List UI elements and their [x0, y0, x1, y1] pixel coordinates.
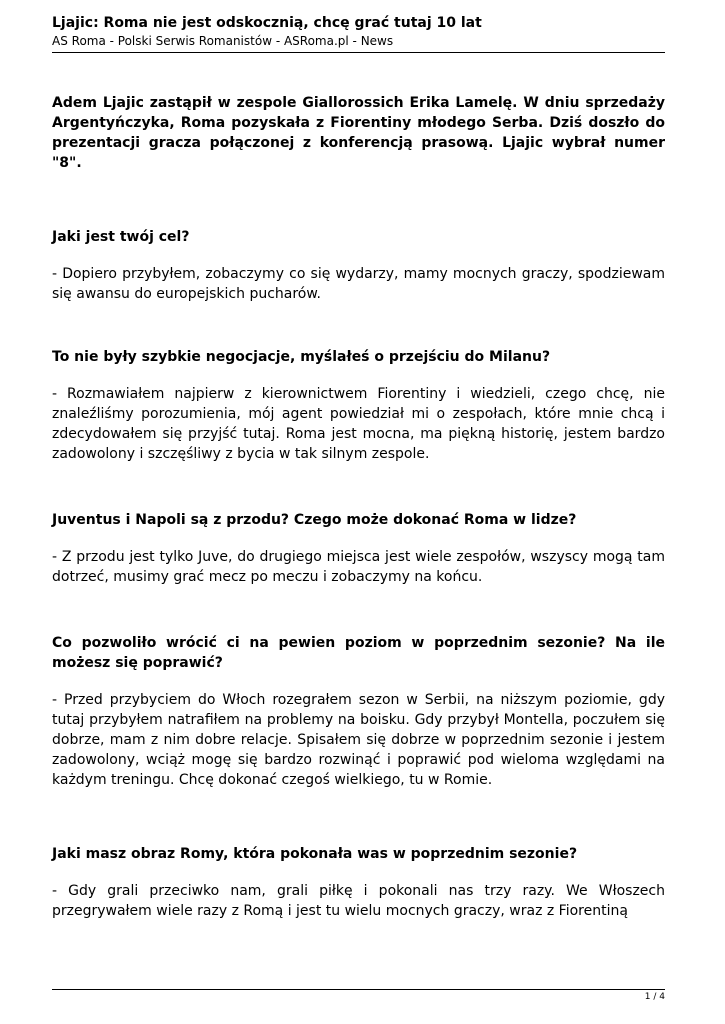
article-intro: Adem Ljajic zastąpił w zespole Giallorossich Erika Lamelę. W dniu sprzedaży Argentyńczyka, Roma pozyskała z Fiorentiny młodego Serba. Dziś doszło do prezentacji gracza połączonej z konferencją prasową. Ljajic wybrał numer "8". — [52, 95, 665, 171]
article-body — [52, 93, 665, 921]
answer-1: - Dopiero przybyłem, zobaczymy co się wydarzy, mamy mocnych graczy, spodziewam się awansu do europejskich pucharów. — [52, 266, 665, 302]
question-5: Jaki masz obraz Romy, która pokonała was w poprzednim sezonie? — [52, 846, 578, 862]
answer-3: - Z przodu jest tylko Juve, do drugiego miejsca jest wiele zespołów, wszyscy mogą tam dotrzeć, musimy grać mecz po meczu i zobaczymy na końcu. — [52, 549, 665, 585]
header-divider — [52, 52, 665, 53]
page-header — [52, 14, 665, 50]
answer-2: - Rozmawiałem najpierw z kierownictwem Fiorentiny i wiedzieli, czego chcę, nie znaleźliśmy porozumienia, mój agent powiedział mi o zespołach, które mnie chcą i zdecydowałem się przyjść tutaj. Roma jest mocna, ma piękną historię, jestem bardzo zadowolony i szczęśliwy z bycia w tak silnym zespole. — [52, 386, 665, 462]
article-title: Ljajic: Roma nie jest odskocznią, chcę grać tutaj 10 lat — [52, 15, 482, 31]
question-1: Jaki jest twój cel? — [52, 229, 190, 245]
question-2: To nie były szybkie negocjacje, myślałeś o przejściu do Milanu? — [52, 349, 551, 365]
answer-5: - Gdy grali przeciwko nam, grali piłkę i pokonali nas trzy razy. We Włoszech przegrywałem wiele razy z Romą i jest tu wielu mocnych graczy, wraz z Fiorentiną — [52, 883, 665, 919]
question-3: Juventus i Napoli są z przodu? Czego może dokonać Roma w lidze? — [52, 512, 577, 528]
question-4: Co pozwoliło wrócić ci na pewien poziom w poprzednim sezonie? Na ile możesz się poprawić? — [52, 635, 665, 671]
site-subtitle: AS Roma - Polski Serwis Romanistów - ASRoma.pl - News — [52, 34, 394, 48]
answer-4: - Przed przybyciem do Włoch rozegrałem sezon w Serbii, na niższym poziomie, gdy tutaj przybyłem natrafiłem na problemy na boisku. Gdy przybył Montella, poczułem się dobrze, mam z nim dobre relacje. Spisałem się dobrze w poprzednim sezonie i jestem zadowolony, wciąż mogę się bardzo rozwinąć i poprawić pod wieloma względami na każdym treningu. Chcę dokonać czegoś wielkiego, tu w Romie. — [52, 692, 665, 788]
footer-divider — [52, 989, 665, 990]
page-number: 1 / 4 — [644, 992, 665, 1002]
